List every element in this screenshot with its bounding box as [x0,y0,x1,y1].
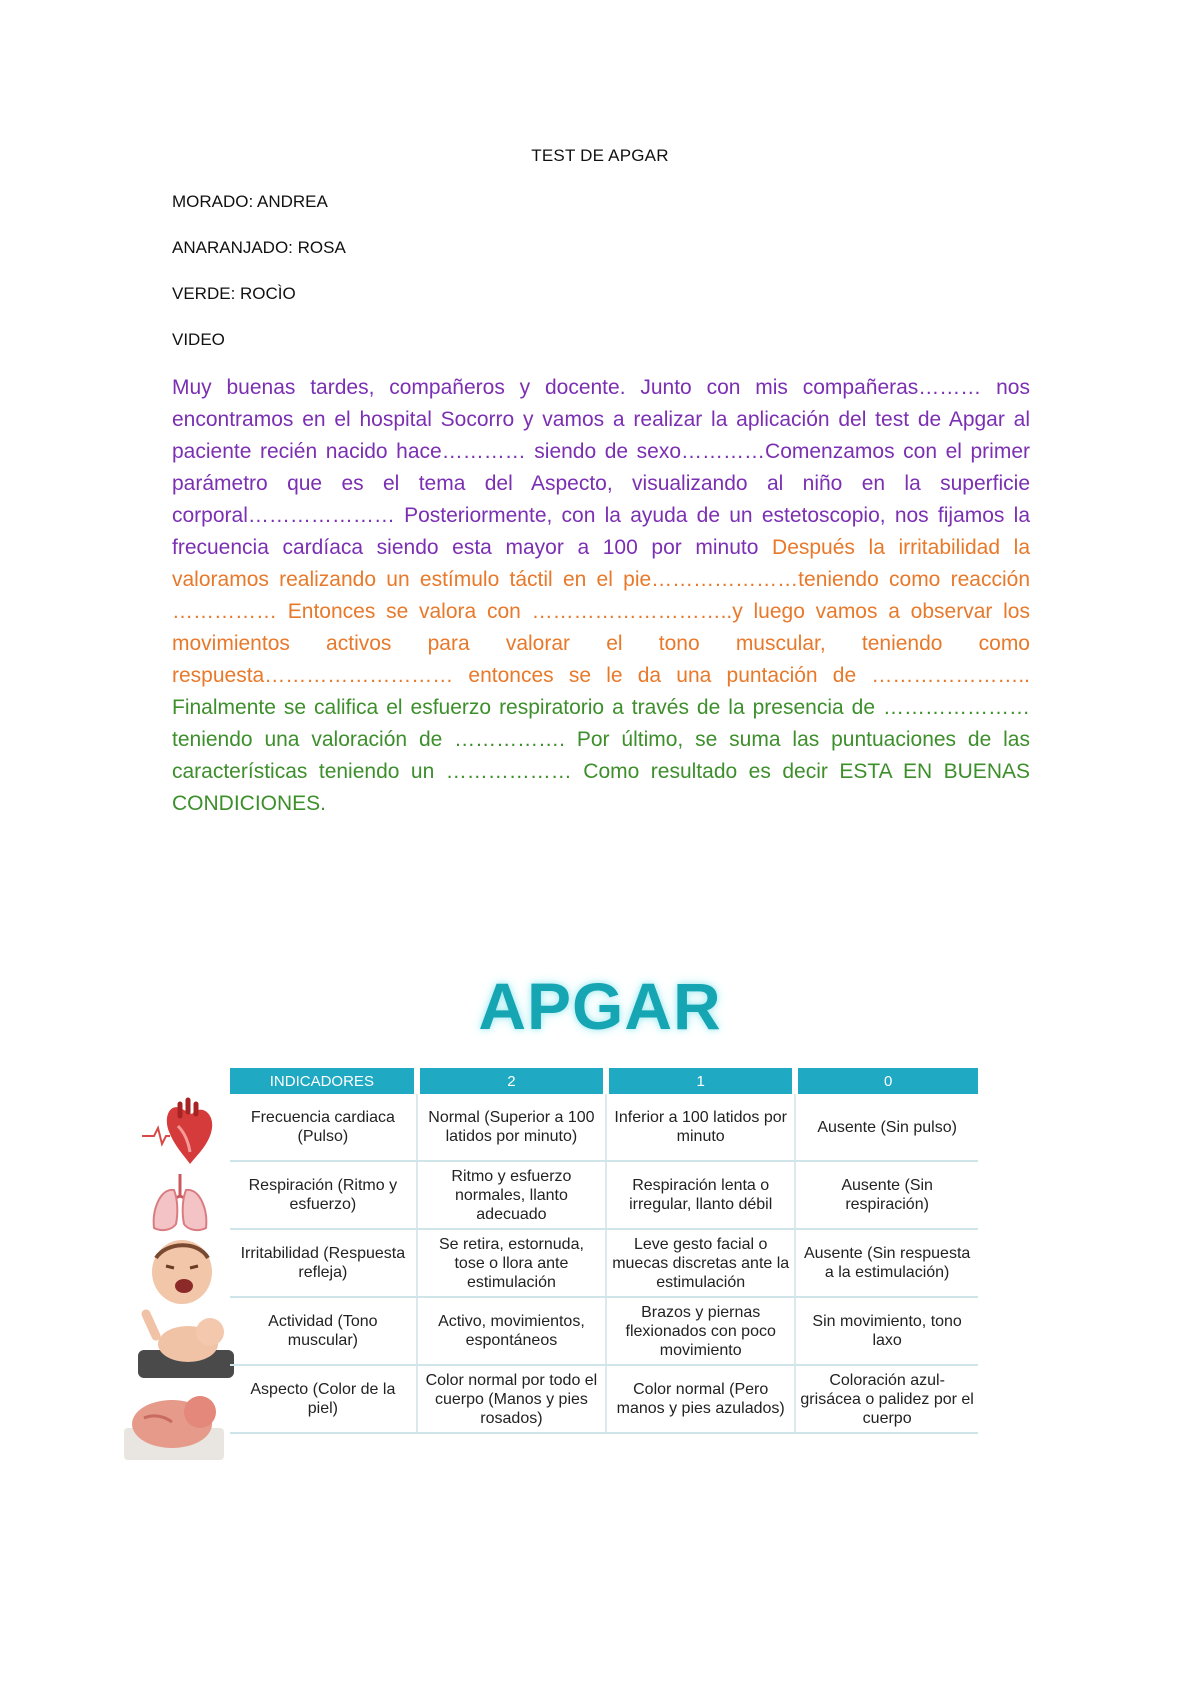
table-cell: Color normal por todo el cuerpo (Manos y pies rosados) [417,1365,606,1433]
table-cell: Ritmo y esfuerzo normales, llanto adecuado [417,1161,606,1229]
table-cell: Sin movimiento, tono laxo [795,1297,978,1365]
apgar-table [230,1068,978,1434]
table-row [230,1161,978,1229]
table-cell: Ausente (Sin pulso) [795,1094,978,1161]
table-cell: Frecuencia cardiaca (Pulso) [230,1094,417,1161]
header-score-0: 0 [795,1068,978,1094]
table-row [230,1094,978,1161]
table-cell: Brazos y piernas flexionados con poco movimiento [606,1297,795,1365]
baby-arm-icon [138,1306,234,1378]
table-row [230,1229,978,1297]
table-cell: Ausente (Sin respiración) [795,1161,978,1229]
table-cell: Coloración azul-grisácea o palidez por el cuerpo [795,1365,978,1433]
meta-morado: MORADO: ANDREA [172,192,328,211]
table-cell: Aspecto (Color de la piel) [230,1365,417,1433]
paragraph-orange: Después la irritabilidad la valoramos realizando un estímulo táctil en el pie…………………teniendo como reacción …………… Entonces se valora con ………………………..y luego vamos a observar los movimientos activos para valorar el tono muscular, teniendo como respuesta……………………… entonces se le da una puntación de ………………….. [172,536,1031,687]
table-cell: Se retira, estornuda, tose o llora ante estimulación [417,1229,606,1297]
table-row [230,1365,978,1433]
table-cell: Leve gesto facial o muecas discretas ante la estimulación [606,1229,795,1297]
lungs-icon [148,1170,212,1236]
meta-verde: VERDE: ROCÌO [172,284,296,303]
table-cell: Respiración (Ritmo y esfuerzo) [230,1161,417,1229]
table-cell: Ausente (Sin respuesta a la estimulación) [795,1229,978,1297]
table-cell: Irritabilidad (Respuesta refleja) [230,1229,417,1297]
table-cell: Normal (Superior a 100 latidos por minuto) [417,1094,606,1161]
document-title: TEST DE APGAR [531,146,669,165]
header-score-1: 1 [606,1068,795,1094]
table-cell: Actividad (Tono muscular) [230,1297,417,1365]
crying-baby-icon [148,1236,216,1308]
newborn-icon [124,1388,224,1460]
paragraph-green: Finalmente se califica el esfuerzo respiratorio a través de la presencia de …………………teniendo una valoración de ……………. Por último, se suma las puntuaciones de las características teniendo un ……………… Como resultado es decir ESTA EN BUENAS CONDICIONES. [172,696,1030,815]
paragraph-purple: Muy buenas tardes, compañeros y docente. Junto con mis compañeras……… nos encontramos en el hospital Socorro y vamos a realizar la aplicación del test de Apgar al paciente recién nacido hace………… siendo de sexo…………Comenzamos con el primer parámetro que es el tema del Aspecto, visualizando al niño en la superficie corporal………………… Posteriormente, con la ayuda de un estetoscopio, nos fijamos la frecuencia cardíaca siendo esta mayor a 100 por minuto [172,376,1030,559]
script-paragraph [172,372,1030,820]
heart-icon [140,1096,216,1168]
table-cell: Respiración lenta o irregular, llanto débil [606,1161,795,1229]
table-cell: Inferior a 100 latidos por minuto [606,1094,795,1161]
table-cell: Color normal (Pero manos y pies azulados) [606,1365,795,1433]
meta-anaranjado: ANARANJADO: ROSA [172,238,346,257]
header-score-2: 2 [417,1068,606,1094]
table-cell: Activo, movimientos, espontáneos [417,1297,606,1365]
header-indicadores: INDICADORES [230,1068,417,1094]
apgar-logo: APGAR [478,969,722,1043]
meta-video: VIDEO [172,330,225,349]
table-header-row [230,1068,978,1094]
table-row [230,1297,978,1365]
